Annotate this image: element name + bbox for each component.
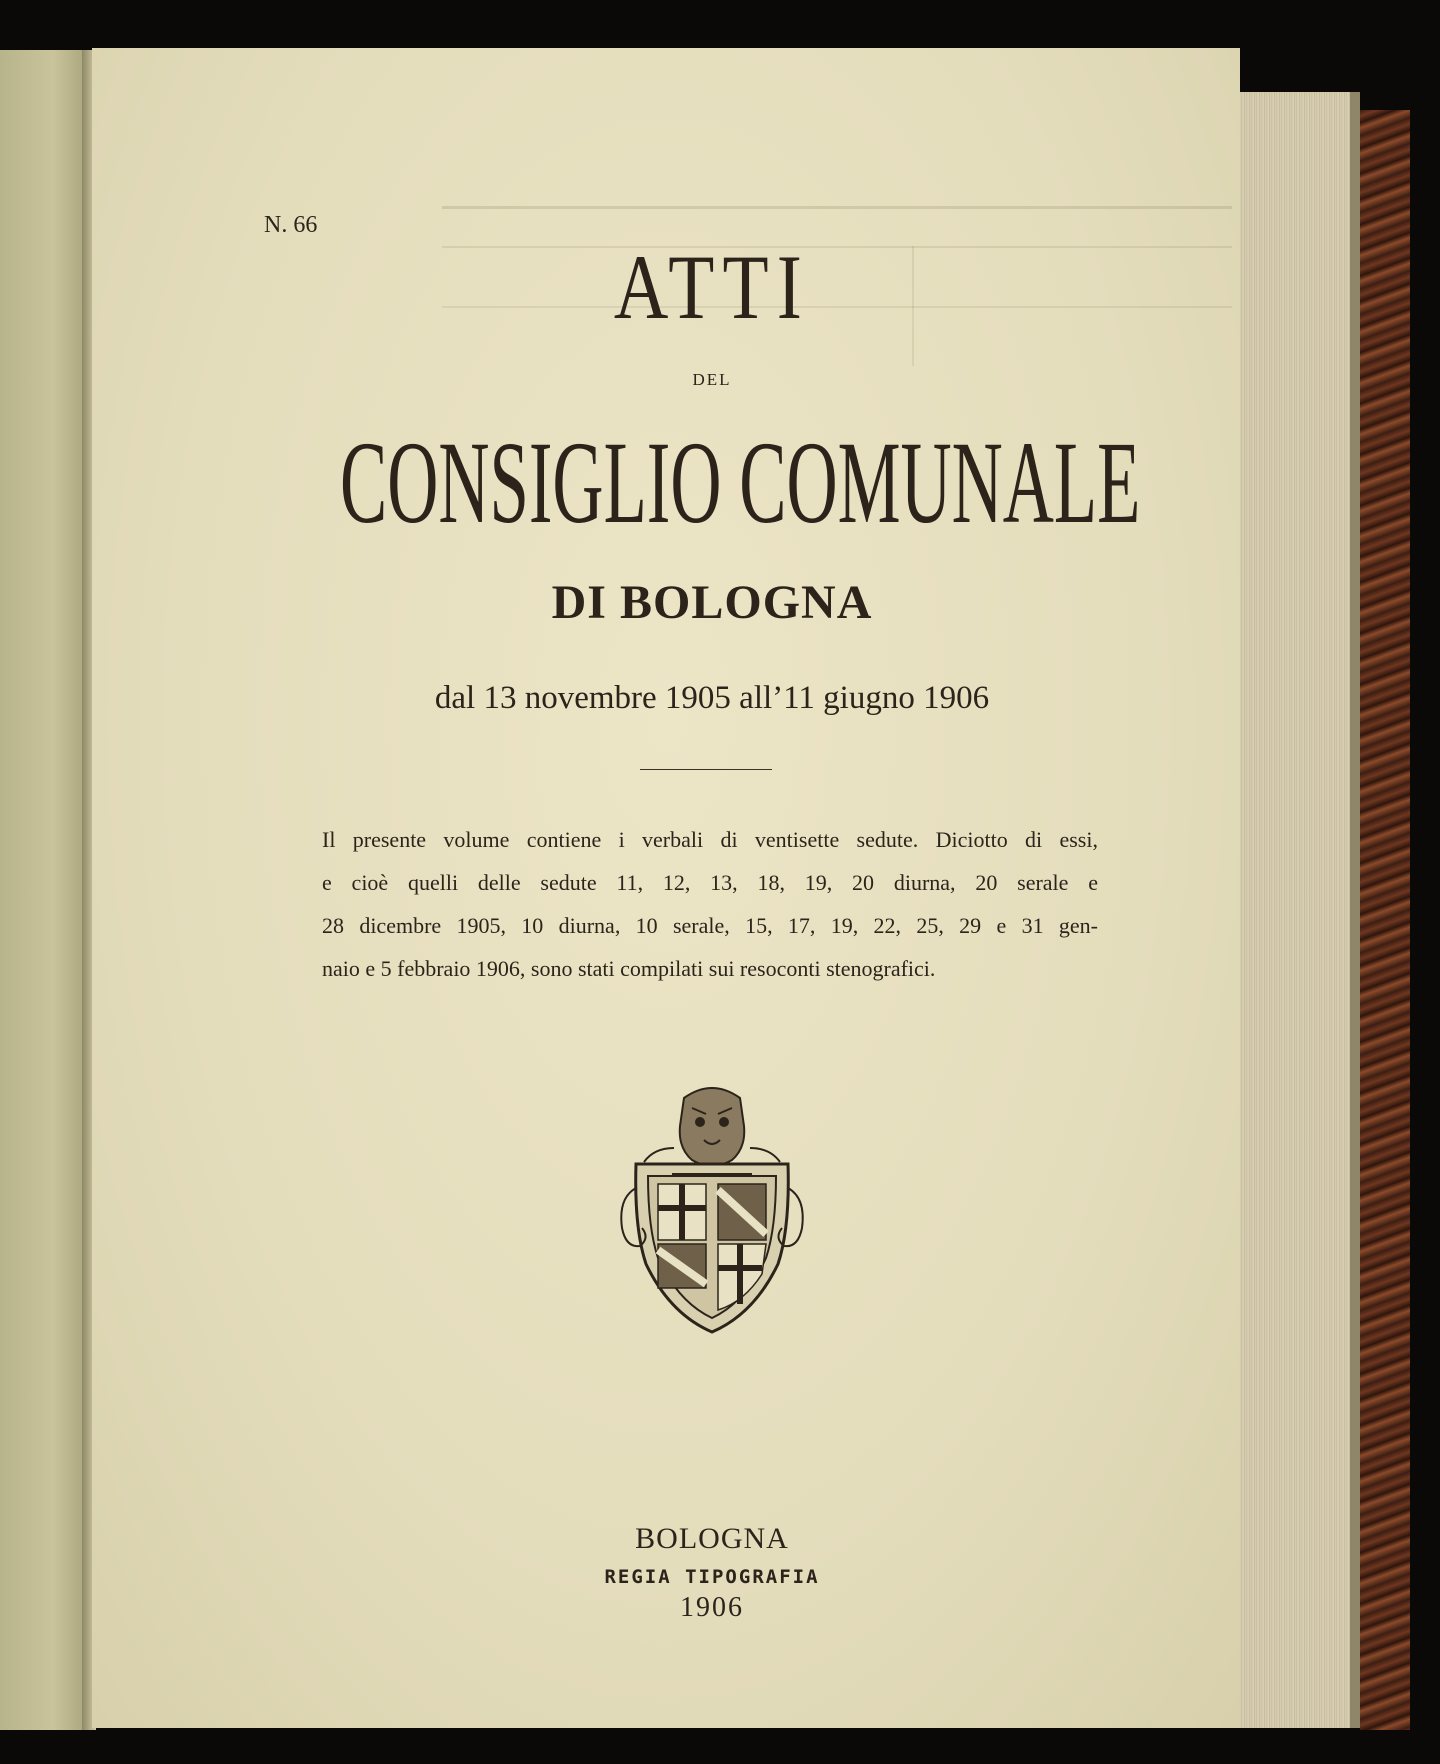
title-connector: DEL [692, 370, 732, 389]
paragraph-line: Il presente volume contiene i verbali di ventisette sedute. Diciotto di essi, [322, 827, 1098, 852]
marbled-cover-edge [1360, 110, 1410, 1730]
shield-icon [636, 1164, 789, 1332]
title-consiglio-comunale: CONSIGLIO COMUNALE [340, 417, 1141, 548]
paragraph-line: 28 dicembre 1905, 10 diurna, 10 serale, 15, 17, 19, 22, 25, 29 e 31 gen- [322, 913, 1098, 938]
imprint-place: BOLOGNA [635, 1522, 789, 1555]
imprint-printer: REGIA TIPOGRAFIA [604, 1566, 820, 1588]
contents-paragraph [322, 818, 1098, 990]
title-atti: ATTI [613, 236, 811, 338]
title-page [92, 48, 1240, 1728]
paragraph-line: e cioè quelli delle sedute 11, 12, 13, 18, 19, 20 diurna, 20 serale e [322, 870, 1098, 895]
bologna-coat-of-arms [614, 1078, 810, 1340]
imprint-year: 1906 [680, 1592, 744, 1623]
left-page-edge [0, 50, 88, 1730]
date-range: dal 13 novembre 1905 all’11 giugno 1906 [434, 680, 990, 716]
separator-rule [640, 769, 772, 770]
page-block-edges [1240, 92, 1360, 1728]
paragraph-line: naio e 5 febbraio 1906, sono stati compilati sui resoconti stenografici. [322, 956, 936, 981]
volume-number: N. 66 [264, 212, 318, 238]
lion-crest-icon [644, 1088, 780, 1166]
title-city: DI BOLOGNA [551, 576, 873, 629]
